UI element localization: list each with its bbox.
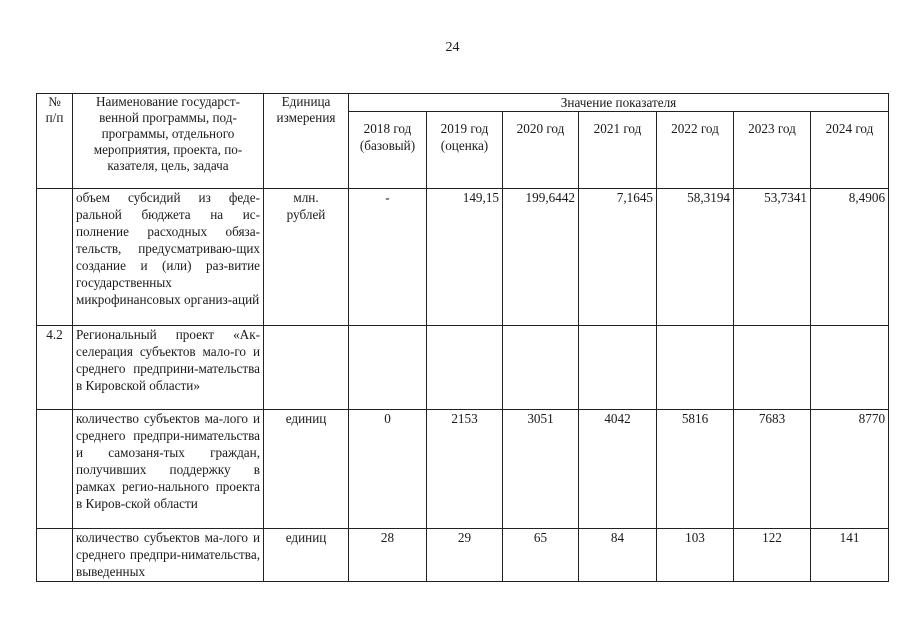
row-value-2024 bbox=[811, 326, 889, 410]
row-value-2024: 8,4906 bbox=[811, 189, 889, 326]
row-name: количество субъектов ма-лого и среднего предпри-нимательства и самозаня-тых граждан, получивших поддержку в рамках регио-нального проекта в Киров-ской области bbox=[73, 410, 264, 529]
row-unit bbox=[264, 326, 349, 410]
table-row bbox=[37, 410, 889, 529]
row-value-2018: 0 bbox=[349, 410, 427, 529]
row-unit: млн. рублей bbox=[264, 189, 349, 326]
header-value-group-text: Значение показателя bbox=[560, 95, 677, 110]
header-name-text: Наименование государст- венной программы, под- программы, отдельного мероприятия, проекта, по- казателя, цель, задача bbox=[93, 94, 243, 173]
row-value-2018: - bbox=[349, 189, 427, 326]
row-value-2019: 2153 bbox=[427, 410, 503, 529]
row-value-2022: 5816 bbox=[657, 410, 734, 529]
row-value-2023 bbox=[734, 326, 811, 410]
row-name: Региональный проект «Ак-селерация субъектов мало-го и среднего предприни-мательства в Кировской области» bbox=[73, 326, 264, 410]
row-name: объем субсидий из феде-ральной бюджета на ис-полнение расходных обяза-тельств, предусматриваю-щих создание и (или) раз-витие государственных микрофинансовых организ-аций bbox=[73, 189, 264, 326]
row-value-2022: 58,3194 bbox=[657, 189, 734, 326]
header-value-group bbox=[349, 94, 889, 112]
header-year-2024-text: 2024 год bbox=[825, 121, 874, 136]
row-value-2019 bbox=[427, 326, 503, 410]
row-name: количество субъектов ма-лого и среднего предпри-нимательства, выведенных bbox=[73, 529, 264, 582]
row-unit: единиц bbox=[264, 529, 349, 582]
header-num bbox=[37, 94, 73, 189]
header-year-2023-text: 2023 год bbox=[748, 121, 796, 136]
header-year-2019-text: 2019 год (оценка) bbox=[440, 121, 489, 153]
row-value-2022 bbox=[657, 326, 734, 410]
row-value-2020: 199,6442 bbox=[503, 189, 579, 326]
row-value-2020 bbox=[503, 326, 579, 410]
row-value-2023: 7683 bbox=[734, 410, 811, 529]
row-value-2020: 65 bbox=[503, 529, 579, 582]
page-number: 24 bbox=[445, 40, 460, 55]
header-name bbox=[73, 94, 264, 189]
row-value-2021: 4042 bbox=[579, 410, 657, 529]
row-num bbox=[37, 410, 73, 529]
header-year-2020-text: 2020 год bbox=[516, 121, 565, 136]
row-num bbox=[37, 189, 73, 326]
header-year-2018 bbox=[349, 112, 427, 189]
header-year-2024 bbox=[811, 112, 889, 189]
header-year-2019 bbox=[427, 112, 503, 189]
header-unit bbox=[264, 94, 349, 189]
table-row bbox=[37, 529, 889, 582]
row-value-2022: 103 bbox=[657, 529, 734, 582]
row-value-2019: 29 bbox=[427, 529, 503, 582]
row-value-2020: 3051 bbox=[503, 410, 579, 529]
header-year-2023 bbox=[734, 112, 811, 189]
table-row bbox=[37, 189, 889, 326]
header-year-2021-text: 2021 год bbox=[593, 121, 642, 136]
row-value-2024: 8770 bbox=[811, 410, 889, 529]
header-year-2022-text: 2022 год bbox=[671, 121, 719, 136]
row-unit: единиц bbox=[264, 410, 349, 529]
table-row bbox=[37, 326, 889, 410]
header-year-2021 bbox=[579, 112, 657, 189]
row-value-2024: 141 bbox=[811, 529, 889, 582]
row-value-2021: 7,1645 bbox=[579, 189, 657, 326]
header-year-2022 bbox=[657, 112, 734, 189]
header-year-2018-text: 2018 год (базовый) bbox=[359, 121, 416, 153]
row-value-2021 bbox=[579, 326, 657, 410]
row-value-2023: 122 bbox=[734, 529, 811, 582]
row-num bbox=[37, 529, 73, 582]
header-year-2020 bbox=[503, 112, 579, 189]
header-num-text: № п/п bbox=[45, 94, 64, 125]
header-unit-text: Единица измерения bbox=[276, 94, 336, 125]
row-value-2018: 28 bbox=[349, 529, 427, 582]
row-value-2018 bbox=[349, 326, 427, 410]
row-value-2023: 53,7341 bbox=[734, 189, 811, 326]
row-value-2021: 84 bbox=[579, 529, 657, 582]
row-value-2019: 149,15 bbox=[427, 189, 503, 326]
indicators-table bbox=[36, 93, 889, 582]
row-num: 4.2 bbox=[37, 326, 73, 410]
